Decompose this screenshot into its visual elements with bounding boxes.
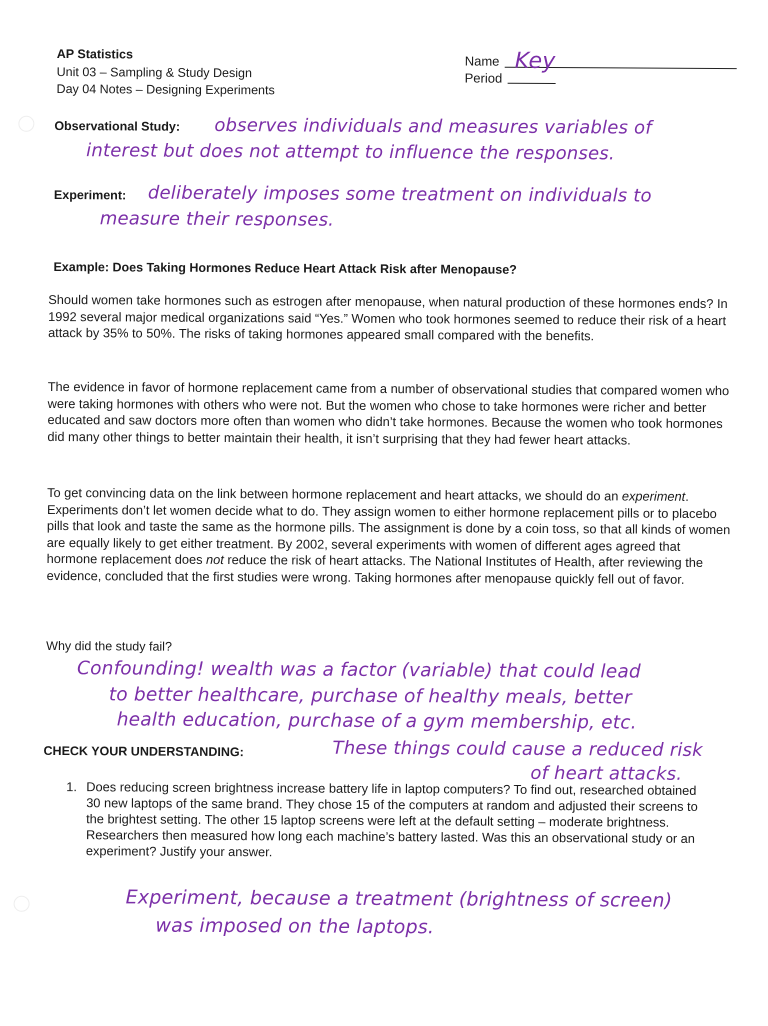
question-1-answer-line-2: was imposed on the laptops. — [155, 914, 435, 939]
experiment-answer-line-1: deliberately imposes some treatment on individuals to — [147, 182, 652, 207]
observational-answer-line-1: observes individuals and measures variables of — [214, 114, 652, 139]
question-number: 1. — [66, 779, 78, 795]
paragraph-text: Should women take hormones such as estrogen after menopause, when natural production of these hormones ends? In 1992 several major medical organizations said “Yes.” Women who took hormones seemed to reduce their risk of a heart attack by 35% to 50%. The risks of taking hormones appeared small compared with the benefits. — [48, 291, 728, 344]
unit-title: Unit 03 – Sampling & Study Design — [56, 64, 252, 80]
experiment-answer-line-2: measure their responses. — [99, 208, 335, 231]
hole-punch-mark — [18, 116, 34, 132]
example-paragraph-3 — [47, 485, 733, 588]
confounding-answer-line-5: of heart attacks. — [530, 762, 683, 785]
hole-punch-mark — [14, 896, 30, 912]
course-title: AP Statistics — [56, 46, 134, 62]
name-period-block — [465, 52, 503, 86]
question-1-answer-line-1: Experiment, because a treatment (brightness of screen) — [125, 886, 673, 912]
paragraph-text-part: . Experiments don’t let women decide what to do. They assign women to either hormone replacement pills or to placebo pills that look and taste the same as the hormone pills. The assignment is done by a coin toss, so that all kinds of women are equally likely to get either treatment. By 2002, several experiments with women of different ages agreed that hormone replacement does — [46, 488, 731, 567]
paragraph-text — [47, 485, 733, 588]
paragraph-text-part: reduce the risk of heart attacks. The National Institutes of Health, after reviewing the evidence, concluded that the first studies were wrong. Taking hormones after menopause quickly fell out of favor. — [46, 552, 704, 587]
emphasis-experiment: experiment — [621, 488, 686, 504]
confounding-answer-line-2: to better healthcare, purchase of healthy meals, better — [108, 684, 632, 709]
question-1-text: Does reducing screen brightness increase battery life in laptop computers? To find out, researched obtained 30 new laptops of the same brand. They chose 15 of the computers at random and adjusted their screens to the brightest setting. The other 15 laptop screens were left at the default setting – moderate brightness. Researchers then measured how long each machine’s battery lasted. Was this an observational study or an experiment? Justify your answer. — [85, 779, 698, 860]
confounding-answer-line-3: health education, purchase of a gym membership, etc. — [116, 709, 637, 734]
example-title: Example: Does Taking Hormones Reduce Heart Attack Risk after Menopause? — [53, 259, 517, 277]
emphasis-not: not — [206, 551, 224, 568]
paragraph-text: The evidence in favor of hormone replacement came from a number of observational studies that compared women who were taking hormones with others who were not. But the women who chose to take hormones were richer and better educated and saw doctors more often than women who didn’t take hormones. Because the women who took hormones did many other things to better maintain their health, it isn’t surprising that they had fewer heart attacks. — [47, 378, 730, 448]
observational-answer-line-2: interest but does not attempt to influence the responses. — [86, 140, 615, 165]
confounding-answer-line-4: These things could cause a reduced risk — [332, 737, 703, 761]
experiment-term: Experiment: — [53, 187, 127, 203]
observational-study-term: Observational Study: — [54, 118, 181, 134]
study-fail-question: Why did the study fail? — [46, 638, 172, 654]
paragraph-text-part: To get convincing data on the link between hormone replacement and heart attacks, we should do an — [47, 484, 622, 504]
name-handwritten-value: Key — [514, 48, 556, 75]
worksheet-header — [57, 46, 275, 100]
confounding-answer-line-1: Confounding! wealth was a factor (variable) that could lead — [76, 658, 641, 683]
period-label: Period — [464, 70, 503, 86]
example-paragraph-1 — [48, 292, 733, 346]
name-label: Name — [464, 53, 500, 69]
check-understanding-heading: CHECK YOUR UNDERSTANDING: — [43, 743, 244, 760]
day-title: Day 04 Notes – Designing Experiments — [56, 81, 275, 98]
period-blank-line — [508, 83, 556, 84]
example-paragraph-2 — [47, 379, 732, 449]
